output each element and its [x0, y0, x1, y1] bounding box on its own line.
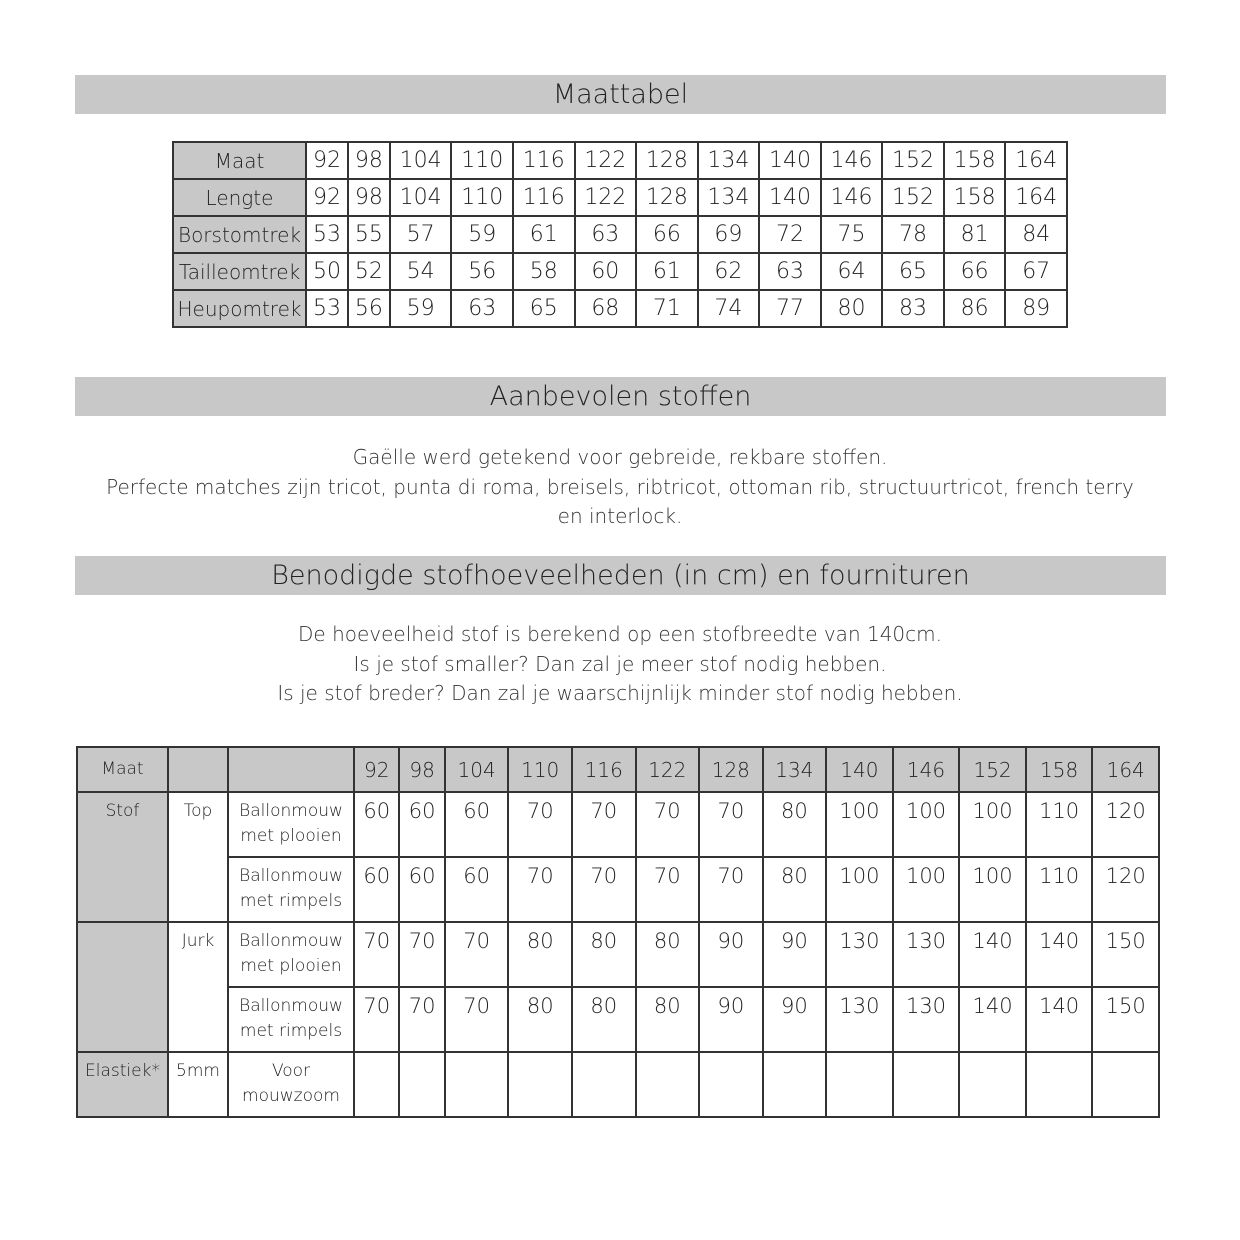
fabric-cell: 70 [399, 922, 444, 987]
size-row-label: Maat [173, 142, 306, 179]
size-cell: 66 [944, 253, 1006, 290]
fabric-category [77, 922, 168, 987]
size-cell: 81 [944, 216, 1006, 253]
fabric-row [77, 922, 1159, 987]
fabric-cell [893, 1052, 960, 1117]
fabric-variant-line: mouwzoom [242, 1086, 340, 1106]
fabric-header-size: 134 [763, 747, 827, 792]
size-cell: 84 [1005, 216, 1067, 253]
size-cell: 104 [390, 179, 452, 216]
size-cell: 64 [821, 253, 883, 290]
fabric-cell: 70 [636, 792, 700, 857]
fabric-cell: 80 [508, 987, 572, 1052]
fabric-cell: 150 [1092, 987, 1159, 1052]
fabric-header-size: 104 [445, 747, 509, 792]
fabric-header-size: 98 [399, 747, 444, 792]
fabric-cell: 70 [445, 922, 509, 987]
fabric-variant-line: met plooien [240, 956, 342, 976]
size-cell: 54 [390, 253, 452, 290]
fabric-cell: 140 [959, 987, 1026, 1052]
size-cell: 86 [944, 290, 1006, 327]
fabric-variant-line: Ballonmouw [239, 931, 343, 951]
fabric-cell: 70 [699, 792, 763, 857]
stoffen-paragraph [100, 443, 1140, 532]
size-cell: 71 [636, 290, 698, 327]
fabric-cell [354, 1052, 399, 1117]
size-cell: 75 [821, 216, 883, 253]
size-cell: 83 [882, 290, 944, 327]
fabric-cell: 70 [354, 922, 399, 987]
fabric-variant [228, 857, 354, 922]
fabric-variant-line: Ballonmouw [239, 801, 343, 821]
fabric-header-size: 116 [572, 747, 636, 792]
fabric-cell: 60 [399, 857, 444, 922]
size-cell: 146 [821, 142, 883, 179]
size-row-label: Tailleomtrek [173, 253, 306, 290]
fabric-cell: 70 [636, 857, 700, 922]
size-cell: 146 [821, 179, 883, 216]
size-cell: 63 [451, 290, 513, 327]
fabric-cell: 80 [636, 922, 700, 987]
size-row-label: Lengte [173, 179, 306, 216]
size-cell: 110 [451, 142, 513, 179]
fabric-cell: 80 [636, 987, 700, 1052]
size-cell: 92 [306, 142, 348, 179]
size-cell: 104 [390, 142, 452, 179]
fabric-category [77, 987, 168, 1052]
size-cell: 56 [451, 253, 513, 290]
fabric-cell: 100 [959, 857, 1026, 922]
fabric-cell: 130 [893, 922, 960, 987]
size-cell: 80 [821, 290, 883, 327]
fabric-cell: 90 [763, 922, 827, 987]
fabric-cell [959, 1052, 1026, 1117]
size-table-row [173, 216, 1067, 253]
fabric-cell: 120 [1092, 857, 1159, 922]
size-cell: 59 [390, 290, 452, 327]
size-cell: 63 [575, 216, 637, 253]
fabric-cell: 100 [826, 857, 893, 922]
size-cell: 58 [513, 253, 575, 290]
fabric-header-size: 152 [959, 747, 1026, 792]
size-cell: 63 [759, 253, 821, 290]
size-cell: 59 [451, 216, 513, 253]
fabric-header-size: 140 [826, 747, 893, 792]
fabric-cell: 60 [354, 792, 399, 857]
fabric-cell: 130 [826, 922, 893, 987]
size-cell: 61 [636, 253, 698, 290]
size-cell: 68 [575, 290, 637, 327]
fabric-row [77, 1052, 1159, 1117]
fabric-row [77, 987, 1159, 1052]
size-cell: 152 [882, 179, 944, 216]
size-cell: 78 [882, 216, 944, 253]
fabric-header-size: 110 [508, 747, 572, 792]
fabric-cell [572, 1052, 636, 1117]
fabric-cell: 130 [893, 987, 960, 1052]
fabric-header-size: 122 [636, 747, 700, 792]
size-table-row [173, 142, 1067, 179]
fabric-variant-line: Voor [271, 1061, 311, 1081]
size-cell: 74 [698, 290, 760, 327]
size-cell: 62 [698, 253, 760, 290]
fabric-variant-line: Ballonmouw [239, 866, 343, 886]
size-cell: 56 [348, 290, 390, 327]
fabric-cell: 150 [1092, 922, 1159, 987]
size-cell: 57 [390, 216, 452, 253]
size-cell: 134 [698, 179, 760, 216]
fabric-garment [168, 987, 228, 1052]
fabric-row [77, 857, 1159, 922]
fabric-cell: 120 [1092, 792, 1159, 857]
fabric-cell: 70 [572, 792, 636, 857]
fabric-cell: 70 [572, 857, 636, 922]
size-cell: 55 [348, 216, 390, 253]
fabric-cell: 80 [763, 792, 827, 857]
fabric-cell: 70 [399, 987, 444, 1052]
fabric-header-size: 92 [354, 747, 399, 792]
size-cell: 140 [759, 179, 821, 216]
size-cell: 164 [1005, 179, 1067, 216]
fabric-cell: 60 [445, 857, 509, 922]
section-title-stoffen: Aanbevolen stoffen [75, 377, 1166, 416]
fabric-cell: 80 [763, 857, 827, 922]
stoffen-line-1: Gaëlle werd getekend voor gebreide, rekbare stoffen. [352, 445, 888, 469]
fabric-variant [228, 792, 354, 857]
fabric-cell: 100 [826, 792, 893, 857]
fabric-cell [699, 1052, 763, 1117]
fabric-variant-line: met rimpels [239, 1021, 343, 1041]
fabric-cell [508, 1052, 572, 1117]
size-table [172, 141, 1068, 328]
fabric-cell: 110 [1026, 857, 1093, 922]
fabric-category: Stof [77, 792, 168, 857]
size-cell: 128 [636, 142, 698, 179]
fabric-cell [763, 1052, 827, 1117]
fabric-cell: 60 [354, 857, 399, 922]
size-table-row [173, 290, 1067, 327]
fabric-cell: 60 [445, 792, 509, 857]
fabric-variant-line: met rimpels [239, 891, 343, 911]
size-cell: 66 [636, 216, 698, 253]
fabric-header-size: 128 [699, 747, 763, 792]
section-title-hoeveelheden: Benodigde stofhoeveelheden (in cm) en fournituren [75, 556, 1166, 595]
stoffen-line-2: Perfecte matches zijn tricot, punta di roma, breisels, ribtricot, ottoman rib, structuurtricot, french terry en interlock. [106, 474, 1134, 528]
fabric-row [77, 792, 1159, 857]
size-cell: 140 [759, 142, 821, 179]
size-cell: 53 [306, 216, 348, 253]
fabric-garment: Jurk [168, 922, 228, 987]
fabric-cell: 90 [763, 987, 827, 1052]
hoeveelheden-line-1: De hoeveelheid stof is berekend op een stofbreedte van 140cm. [298, 622, 942, 646]
fabric-variant-line: Ballonmouw [239, 996, 343, 1016]
fabric-cell: 90 [699, 987, 763, 1052]
section-title-maattabel: Maattabel [75, 75, 1166, 114]
fabric-table [76, 746, 1160, 1118]
fabric-cell [826, 1052, 893, 1117]
size-cell: 65 [513, 290, 575, 327]
fabric-cell [445, 1052, 509, 1117]
fabric-cell: 90 [699, 922, 763, 987]
fabric-cell: 70 [508, 792, 572, 857]
fabric-variant [228, 922, 354, 987]
size-cell: 110 [451, 179, 513, 216]
size-cell: 128 [636, 179, 698, 216]
size-table-row [173, 253, 1067, 290]
size-cell: 50 [306, 253, 348, 290]
size-row-label: Heupomtrek [173, 290, 306, 327]
fabric-cell: 140 [1026, 987, 1093, 1052]
fabric-garment: 5mm [168, 1052, 228, 1117]
fabric-cell: 100 [893, 857, 960, 922]
fabric-cell: 70 [508, 857, 572, 922]
size-cell: 122 [575, 142, 637, 179]
fabric-variant-line: met plooien [240, 826, 342, 846]
fabric-header-size: 146 [893, 747, 960, 792]
hoeveelheden-paragraph [100, 620, 1140, 709]
fabric-cell: 80 [572, 922, 636, 987]
fabric-cell: 70 [699, 857, 763, 922]
fabric-cell: 100 [959, 792, 1026, 857]
fabric-cell [1026, 1052, 1093, 1117]
fabric-cell: 100 [893, 792, 960, 857]
fabric-cell: 110 [1026, 792, 1093, 857]
fabric-header-size: 158 [1026, 747, 1093, 792]
fabric-category: Elastiek* [77, 1052, 168, 1117]
size-cell: 65 [882, 253, 944, 290]
size-cell: 98 [348, 179, 390, 216]
size-cell: 61 [513, 216, 575, 253]
size-cell: 72 [759, 216, 821, 253]
fabric-cell: 60 [399, 792, 444, 857]
fabric-cell: 140 [1026, 922, 1093, 987]
size-cell: 122 [575, 179, 637, 216]
size-cell: 164 [1005, 142, 1067, 179]
hoeveelheden-line-2: Is je stof smaller? Dan zal je meer stof nodig hebben. [353, 651, 887, 676]
hoeveelheden-line-3: Is je stof breder? Dan zal je waarschijnlijk minder stof nodig hebben. [277, 681, 963, 705]
fabric-variant [228, 1052, 354, 1117]
fabric-cell: 80 [508, 922, 572, 987]
size-cell: 116 [513, 179, 575, 216]
fabric-cell: 130 [826, 987, 893, 1052]
fabric-header-empty [168, 747, 228, 792]
fabric-cell: 140 [959, 922, 1026, 987]
size-row-label: Borstomtrek [173, 216, 306, 253]
fabric-garment [168, 857, 228, 922]
size-cell: 116 [513, 142, 575, 179]
fabric-header-empty [228, 747, 354, 792]
size-cell: 92 [306, 179, 348, 216]
size-cell: 158 [944, 142, 1006, 179]
fabric-header-size: 164 [1092, 747, 1159, 792]
fabric-cell: 70 [445, 987, 509, 1052]
size-cell: 89 [1005, 290, 1067, 327]
fabric-cell [636, 1052, 700, 1117]
fabric-cell: 80 [572, 987, 636, 1052]
fabric-garment: Top [168, 792, 228, 857]
fabric-cell [1092, 1052, 1159, 1117]
size-cell: 98 [348, 142, 390, 179]
size-cell: 77 [759, 290, 821, 327]
size-cell: 52 [348, 253, 390, 290]
size-cell: 158 [944, 179, 1006, 216]
size-table-row [173, 179, 1067, 216]
size-cell: 53 [306, 290, 348, 327]
fabric-header-label: Maat [77, 747, 168, 792]
size-cell: 134 [698, 142, 760, 179]
fabric-cell [399, 1052, 444, 1117]
size-cell: 69 [698, 216, 760, 253]
size-cell: 67 [1005, 253, 1067, 290]
fabric-variant [228, 987, 354, 1052]
size-cell: 152 [882, 142, 944, 179]
fabric-cell: 70 [354, 987, 399, 1052]
size-cell: 60 [575, 253, 637, 290]
fabric-category [77, 857, 168, 922]
fabric-header-row [77, 747, 1159, 792]
